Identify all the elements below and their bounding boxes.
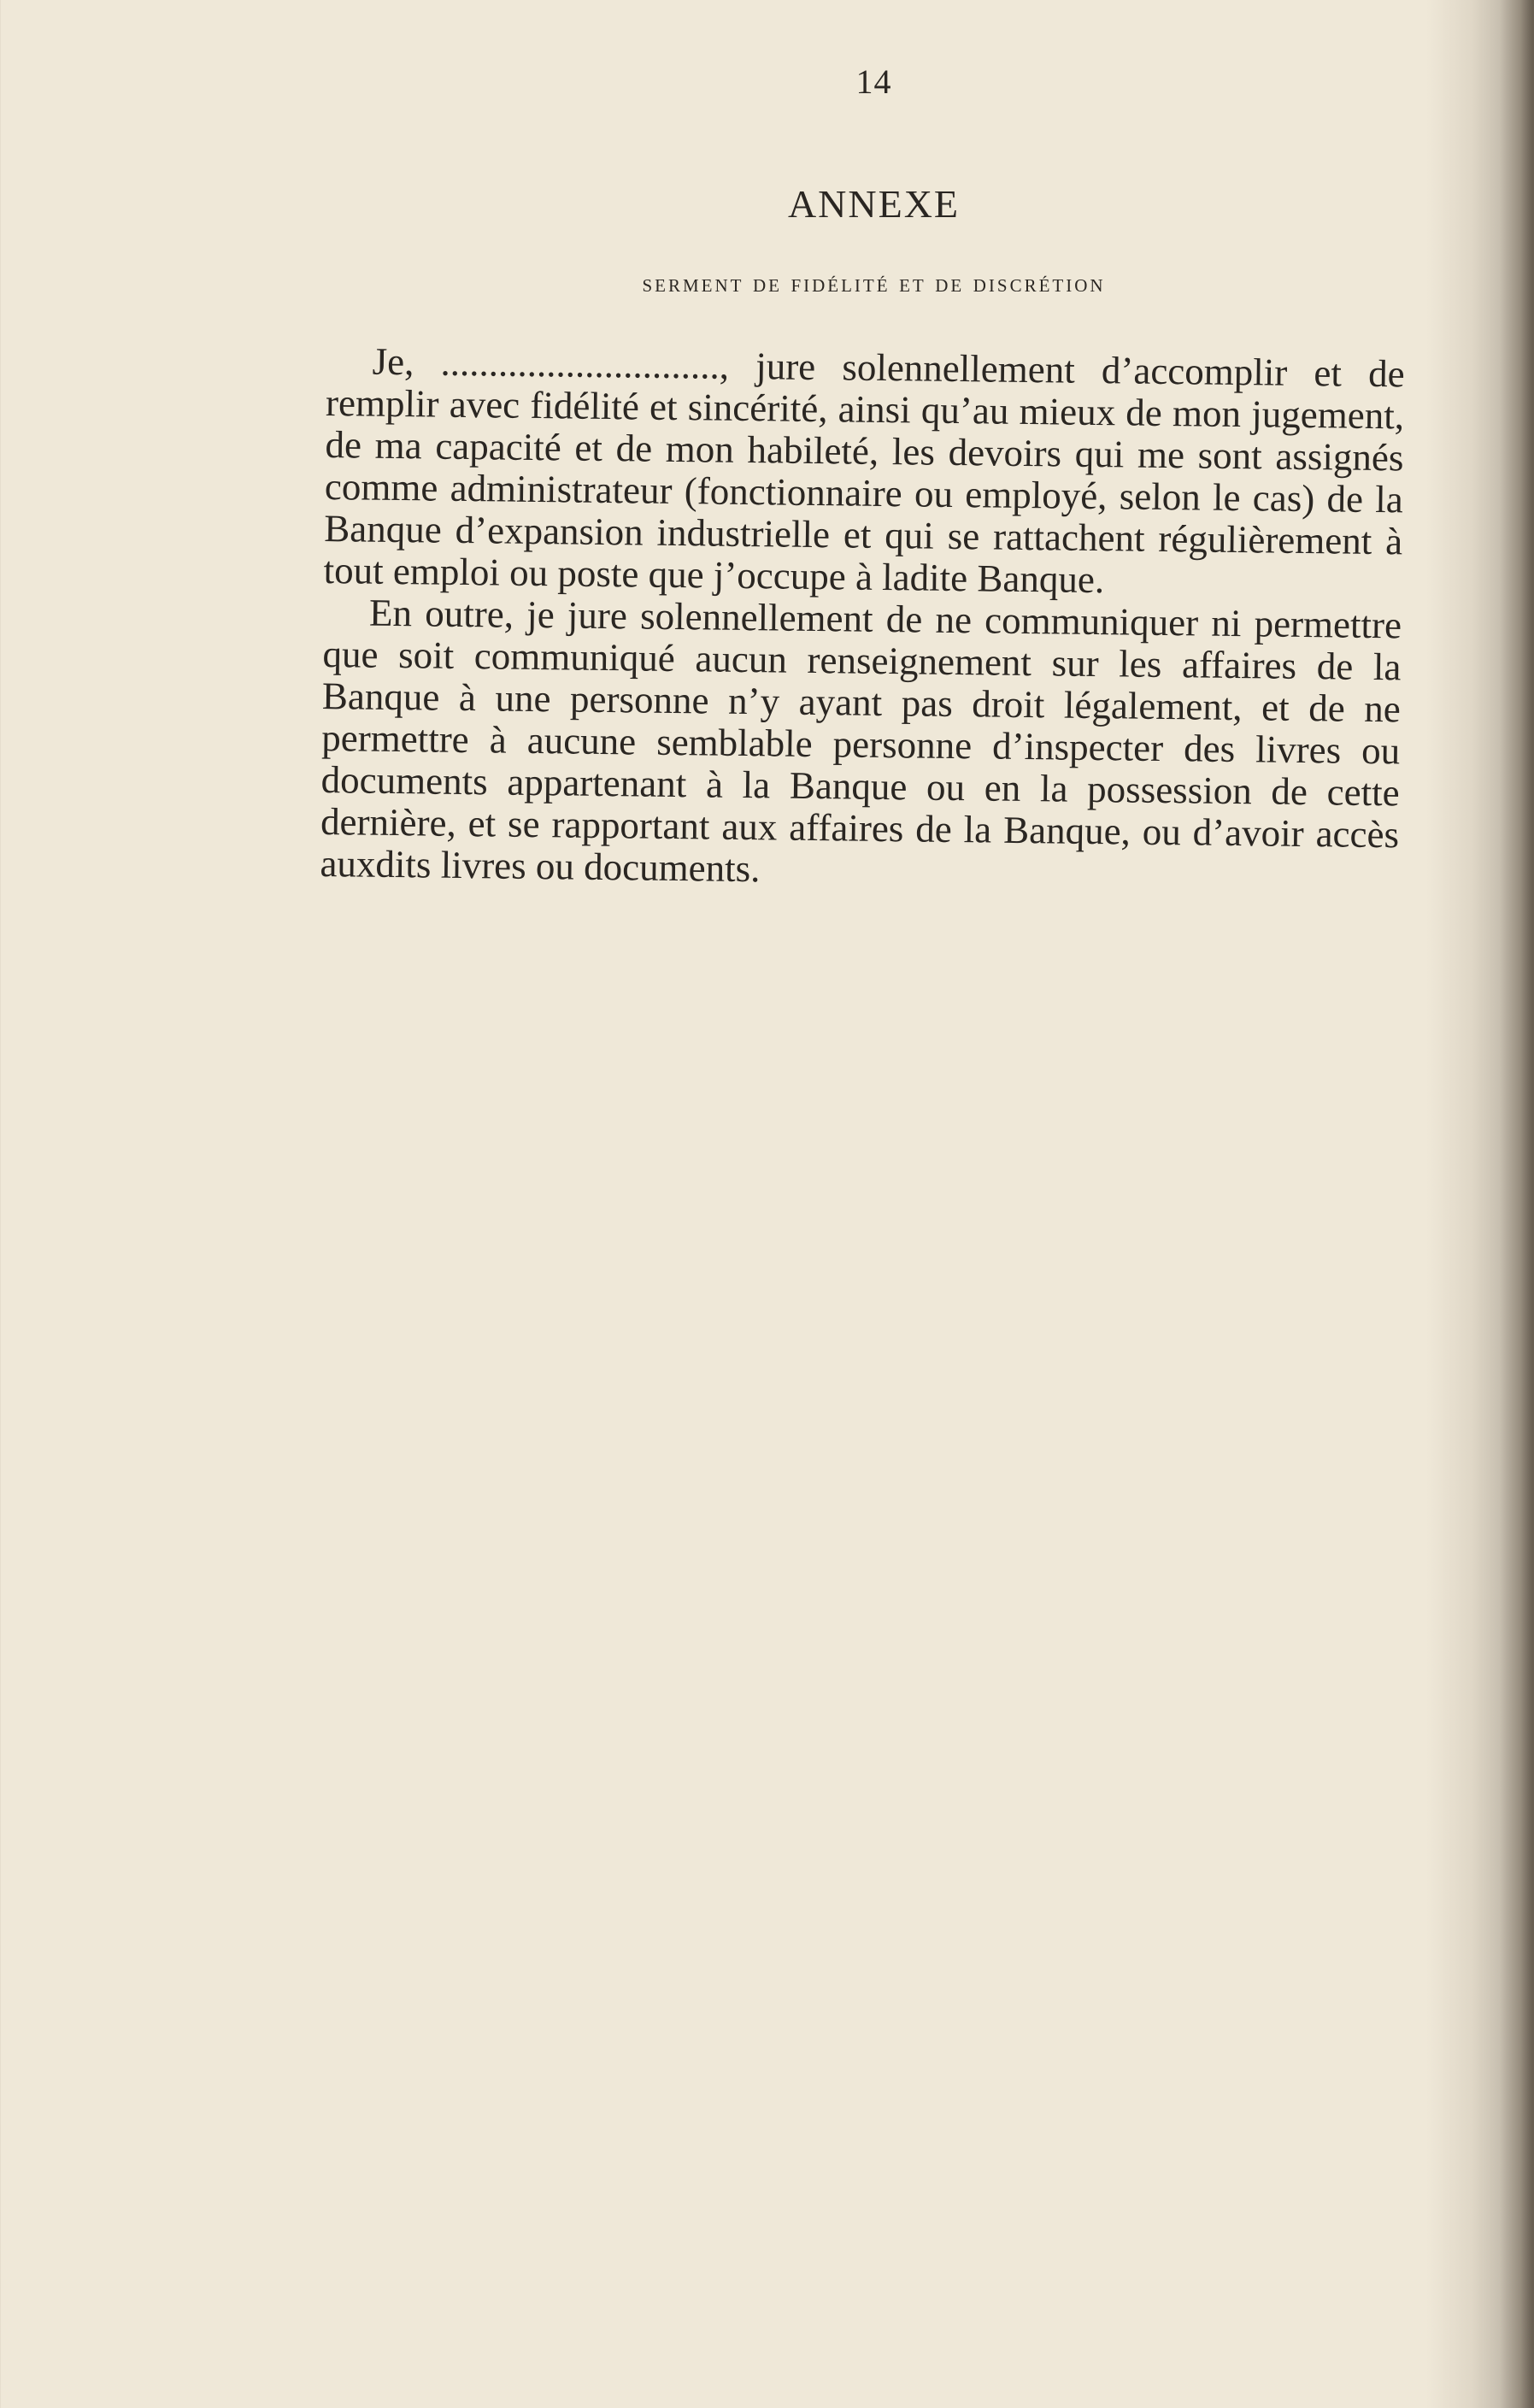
oath-paragraph-1: Je, ............................., jure solennellement d’accomplir et de remplir avec fidélité et sincérité, ainsi qu’au mieux de mon jugement, de ma capacité et de mon habileté, les devoirs qui me sont assignés comme administrateur (fonctionnaire ou employé, selon le cas) de la Banque d’expansion industrielle et qui se rattachent régulièrement à tout emploi ou poste que j’occupe à ladite Banque. xyxy=(323,339,1405,602)
oath-paragraph-2: En outre, je jure solennellement de ne communiquer ni permettre que soit communiqué aucun renseignement sur les affaires de la Banque à une personne n’y ayant pas droit légalement, et de ne permettre à aucune semblable personne d’inspecter des livres ou documents appartenant à la Banque ou en la possession de cette dernière, et se rapportant aux affaires de la Banque, ou d’avoir accès auxdits livres ou documents. xyxy=(320,591,1402,891)
page-number: 14 xyxy=(855,62,892,101)
annex-subtitle: serment de fidélité et de discrétion xyxy=(642,269,1106,297)
page-edge-shadow xyxy=(1500,0,1534,2408)
oath-text xyxy=(320,340,1405,898)
annex-title: ANNEXE xyxy=(787,182,961,226)
